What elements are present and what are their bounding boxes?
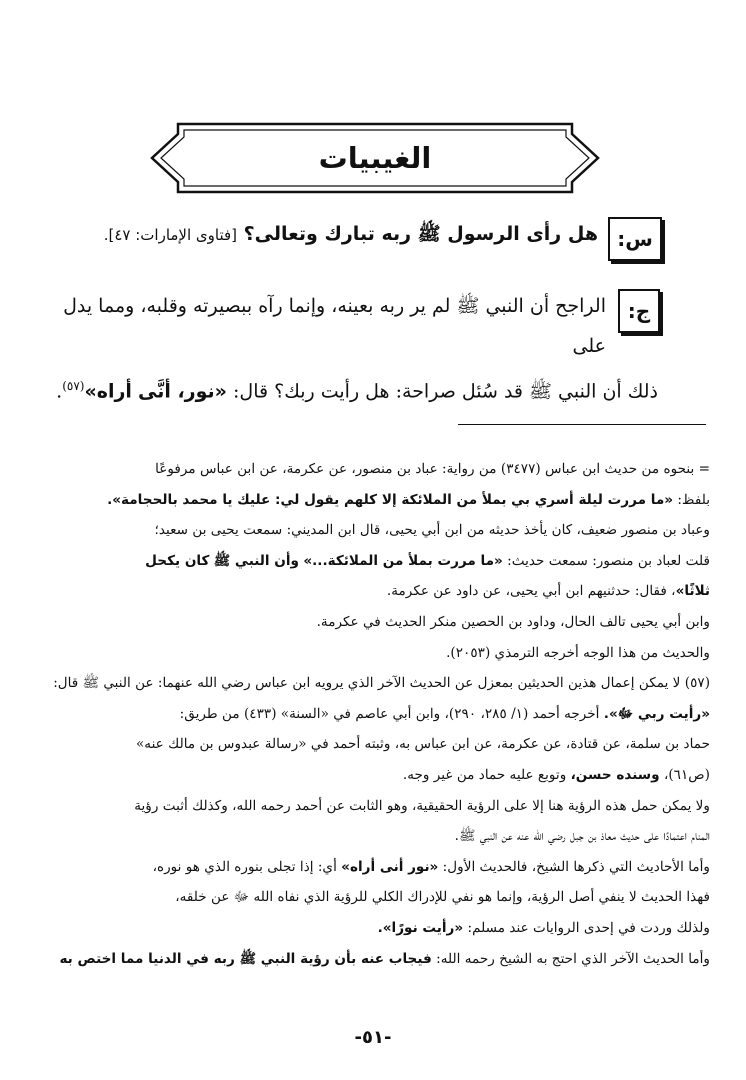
footnote-text: = بنحوه من حديث ابن عباس (٣٤٧٧) من رواية: عباد بن منصور، عن عكرمة، عن ابن عباس مرفوعًا: [155, 461, 710, 477]
footnote-line: [34, 454, 710, 485]
footnote-quote: فيجاب عنه بأن رؤية النبي ﷺ ربه في الدنيا مما اختص به: [59, 950, 432, 967]
footnote-line: [34, 515, 710, 546]
footnote-text: وأما الحديث الآخر الذي احتج به الشيخ رحمه الله:: [436, 950, 710, 967]
answer-line-2: ذلك أن النبي ﷺ قد سُئل صراحة: هل رأيت ربك؟ قال:: [233, 380, 658, 403]
footnote-line: [34, 668, 710, 699]
footnote-text: قلت لعباد بن منصور: سمعت حديث:: [507, 552, 710, 569]
footnote-line: [34, 760, 710, 791]
footnote-quote: «رأيت نورًا».: [377, 919, 464, 936]
footnote-text: وأما الأحاديث التي ذكرها الشيخ، فالحديث الأول:: [442, 858, 710, 875]
footnote-line: [34, 791, 710, 822]
footnote-text: (ص٦١)،: [663, 766, 710, 783]
footnote-divider: [458, 424, 706, 425]
footnote-quote: وأن النبي ﷺ: [213, 552, 299, 569]
footnote-line: [34, 882, 710, 913]
footnote-quote: وسنده حسن،: [570, 766, 660, 783]
question-body: هل رأى الرسول ﷺ ربه تبارك وتعالى؟: [243, 223, 598, 245]
answer-label: ج:: [618, 289, 660, 333]
footnote-text: بلفظ:: [677, 491, 710, 508]
chapter-title: الغيبيات: [318, 141, 432, 175]
footnote-text: المنام اعتمادًا على حديث معاذ بن جبل رضي الله عنه عن النبي ﷺ.: [454, 828, 710, 845]
answer-quote-1: «نور، أنَّى: [137, 380, 227, 403]
footnote-line: [34, 821, 710, 852]
footnote-quote: ثلاثًا»: [675, 583, 710, 600]
footnote-text: حماد بن سلمة، عن قتادة، عن عكرمة، عن ابن عباس به، وثبته أحمد في «رسالة عبدوس بن مالك عنه»: [135, 736, 710, 753]
footnote-text: ولا يمكن حمل هذه الرؤية هنا إلا على الرؤية الحقيقية، وهو الثابت عن أحمد رحمه الله، وكذلك أثبت رؤية: [134, 797, 710, 814]
question-reference: [فتاوى الإمارات: ٤٧].: [103, 226, 238, 244]
footnote-quote: كان يكحل: [145, 552, 210, 569]
footnote-marker: (٥٧): [62, 379, 85, 393]
footnote-quote: «ما مررت ليلة أسري بي بملأ من الملائكة إلا كلهم يقول لي: عليك يا محمد بالحجامة».: [107, 491, 674, 508]
footnote-text: فهذا الحديث لا ينفي أصل الرؤية، وإنما هو نفي للإدراك الكلي للرؤية الذي نفاه الله ﷻ عن خلقه،: [175, 889, 710, 906]
answer-end: .: [56, 380, 63, 403]
question-text: [38, 222, 598, 250]
answer-text: [28, 286, 658, 411]
footnote-text: وعباد بن منصور ضعيف، كان يأخذ حديثه من ابن أبي يحيى، قال ابن المديني: سمعت يحيى بن سعيد؛: [154, 522, 710, 539]
footnote-line: [34, 699, 710, 730]
footnotes: [34, 454, 710, 974]
footnote-line: [34, 729, 710, 760]
footnote-text: وتوبع عليه حماد من غير وجه.: [402, 766, 567, 783]
chapter-title-frame: [148, 120, 602, 196]
footnote-line: [34, 638, 710, 669]
footnote-line: [34, 852, 710, 883]
footnote-line: [34, 485, 710, 516]
page-number: -٥١-: [354, 1027, 392, 1048]
footnote-line: [34, 576, 710, 607]
footnote-text: أخرجه أحمد (١/ ٢٨٥، ٢٩٠)، وابن أبي عاصم في «السنة» (٤٣٣) من طريق:: [179, 705, 600, 722]
footnote-text: ، فقال: حدثنيهم ابن أبي يحيى، عن داود عن عكرمة.: [386, 583, 676, 600]
footnote-quote: «ما مررت بملأ من الملائكة...»: [303, 552, 503, 569]
question-label: س:: [608, 217, 662, 261]
footnote-line: [34, 546, 710, 577]
footnote-line: [34, 944, 710, 975]
footnote-text: والحديث من هذا الوجه أخرجه الترمذي (٢٠٥٣).: [446, 644, 710, 661]
footnote-text: أي: إذا تجلى بنوره الذي هو نوره،: [152, 858, 337, 875]
answer-line-1: الراجح أن النبي ﷺ لم ير ربه بعينه، وإنما رآه ببصيرته وقلبه، ومما يدل على: [63, 295, 606, 357]
footnote-quote: «نور أنى أراه»: [341, 858, 439, 875]
footnote-text: (٥٧) لا يمكن إعمال هذين الحديثين بمعزل عن الحديث الآخر الذي يرويه ابن عباس رضي الله عنهما: عن النبي ﷺ قال:: [53, 675, 710, 692]
footnote-line: [34, 913, 710, 944]
footnote-text: ولذلك وردت في إحدى الروايات عند مسلم:: [467, 919, 710, 936]
footnote-quote: «رأيت ربي ﷻ».: [603, 705, 710, 722]
answer-quote-2: أراه»: [84, 380, 132, 403]
footnote-text: وابن أبي يحيى تالف الحال، وداود بن الحصين منكر الحديث في عكرمة.: [316, 613, 710, 630]
footnote-line: [34, 607, 710, 638]
